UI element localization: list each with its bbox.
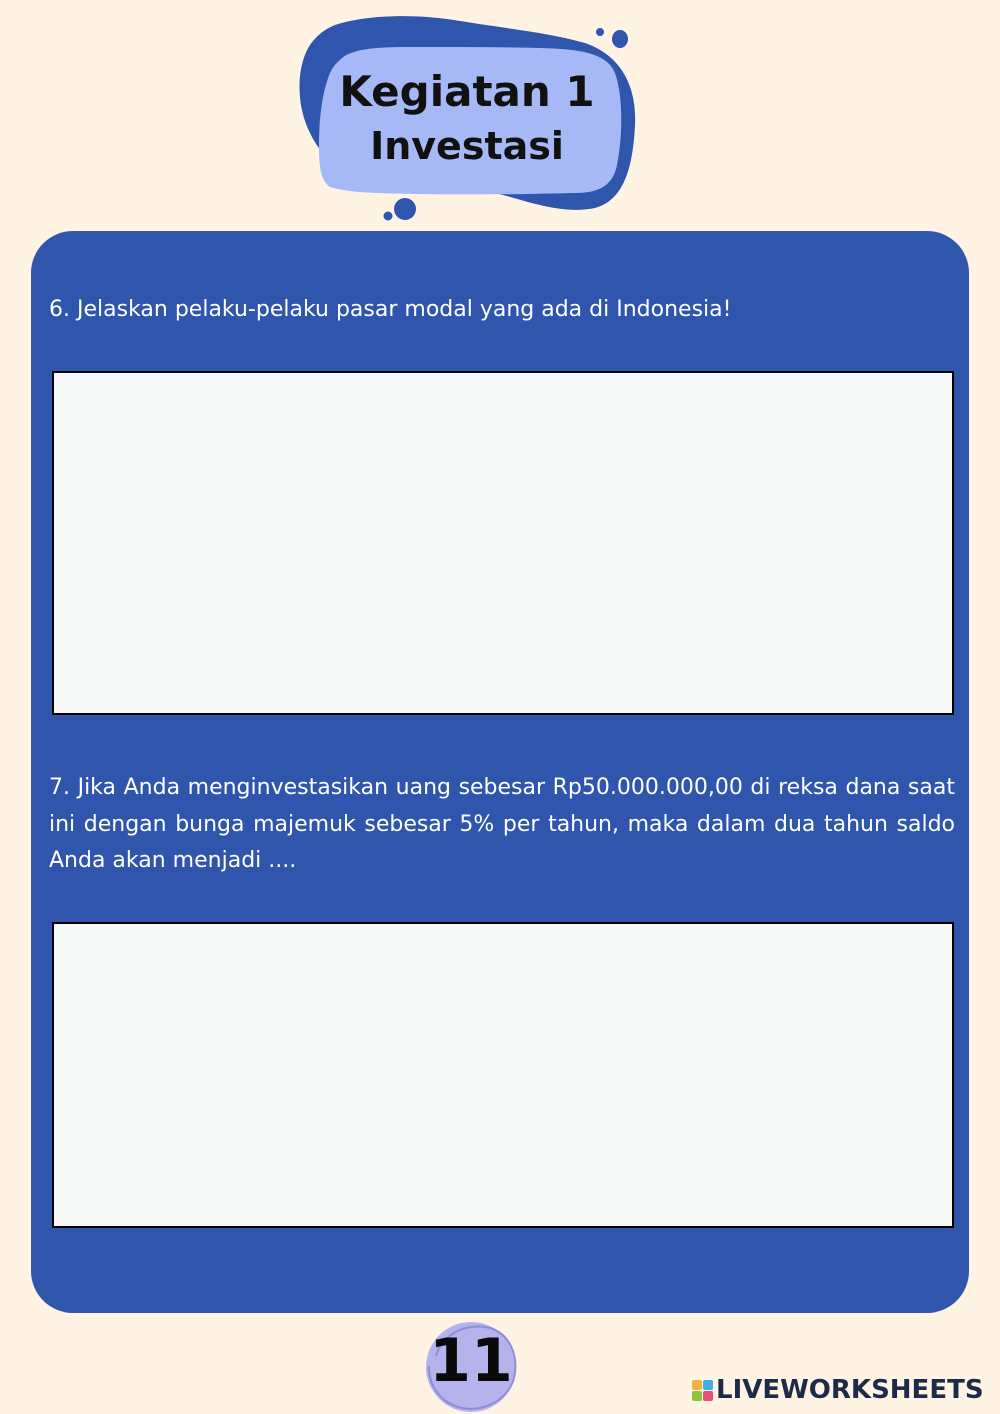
logo-tile-4 [703,1391,713,1401]
question-6-text: 6. Jelaskan pelaku-pelaku pasar modal yang ada di Indonesia! [49,297,732,322]
logo-tile-3 [692,1391,702,1401]
logo-tile-2 [703,1380,713,1390]
liveworksheets-logo-text: LIVEWORKSHEETS [716,1375,984,1405]
page-number: 11 [429,1326,513,1396]
answer-box-6[interactable] [52,371,954,715]
logo-tile-1 [692,1380,702,1390]
blob-dot-large [394,198,416,220]
blob-dot-small [384,212,393,221]
activity-title: Kegiatan 1 [339,67,595,116]
answer-box-7[interactable] [52,922,954,1228]
worksheet-title [318,45,616,193]
question-7-text: 7. Jika Anda menginvestasikan uang sebesar Rp50.000.000,00 di reksa dana saat ini dengan bunga majemuk sebesar 5% per tahun, maka dalam dua tahun saldo Anda akan menjadi .... [49,775,955,873]
liveworksheets-logo [692,1374,984,1406]
blob-dot-top-tiny [596,28,604,36]
activity-topic: Investasi [370,124,564,168]
liveworksheets-logo-icon [692,1380,713,1401]
